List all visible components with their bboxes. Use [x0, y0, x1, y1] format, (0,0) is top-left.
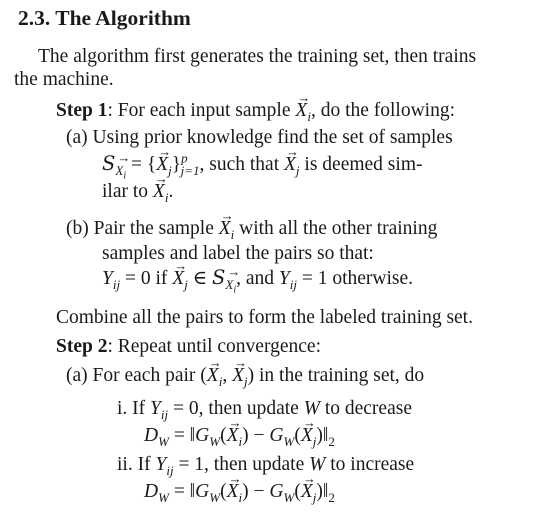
- eq-norm-2: = ‖: [168, 481, 196, 502]
- step2-text: : Repeat until convergence:: [107, 336, 321, 357]
- y-ij-2: $Y_{ij}$: [278, 268, 297, 292]
- step2-a-marker: (a): [66, 365, 88, 386]
- step1-prefix: : For each input sample: [107, 100, 296, 121]
- step1-label: Step 1: [56, 100, 108, 121]
- step2-i-marker: i.: [117, 398, 128, 419]
- step1-a-text-2a: , such that: [199, 154, 284, 175]
- step1-a-line-3: [102, 180, 173, 204]
- section-heading: [18, 6, 191, 30]
- step2-label: Step 2: [56, 336, 108, 357]
- step2-ii-line-2: $D_W$ = $‖G_W(\to X_i) - G_W(\to$ $X_j)‖_2$: [144, 480, 335, 504]
- vector-x-j-4: → $X_j$: [232, 364, 248, 388]
- w-param: W: [303, 398, 320, 419]
- step2-i-text-1b: = 0, then update: [168, 398, 304, 419]
- step1-a-text-1: Using prior knowledge find the set of samples: [92, 127, 453, 148]
- step1-a-line-2: S→ $_{X_i}$ = {→ $X_j\}^p_{j=1}$, such that → $X_j$ is deemed sim-: [102, 152, 422, 177]
- intro-line-2: the machine.: [14, 69, 114, 90]
- step2-heading: [56, 335, 321, 359]
- d-w: $D_W$: [144, 425, 169, 449]
- intro-line-1: The algorithm first generates the training set, then trains: [38, 46, 477, 67]
- if-text: If: [132, 398, 151, 419]
- combine-line: Combine all the pairs to form the labeled training set.: [56, 307, 473, 328]
- y-ij-3: $Y_{ij}$: [150, 398, 169, 422]
- step1-a-marker: (a): [66, 127, 88, 148]
- set-s-symbol: S: [102, 152, 116, 175]
- step2-i-line-1: [117, 397, 412, 421]
- set-close: }: [171, 154, 182, 175]
- g-w-2: $G_W$: [269, 425, 295, 449]
- vector-x-i-4: → $X_i$: [207, 364, 223, 388]
- step1-b-text-1a: Pair the sample: [93, 218, 219, 239]
- section-number: 2.3.: [18, 6, 51, 30]
- step1-b-marker: (b): [66, 218, 89, 239]
- step1-suffix: , do the following:: [310, 100, 456, 121]
- otherwise-text: = 1 otherwise.: [296, 268, 414, 289]
- vector-x-i-5: → $X_i$: [227, 424, 243, 448]
- y-ij-4: $Y_{ij}$: [155, 454, 174, 478]
- g-w-4: $G_W$: [269, 481, 295, 505]
- step2-ii-text-1b: = 1, then update: [173, 454, 310, 475]
- step2-i-line-2: $D_W$ = $‖G_W(\to X_i) - G_W(\to$ $X_j)‖_2$: [144, 424, 335, 448]
- vector-x-i-3: → $X_i$: [219, 217, 235, 241]
- superscript-p: p: [181, 150, 188, 166]
- eq-norm: = ‖: [168, 425, 196, 446]
- if-text-2: If: [137, 454, 156, 475]
- vector-x-j-3: → $X_j$: [172, 267, 188, 291]
- period: .: [168, 181, 174, 202]
- g-w-3: $G_W$: [195, 481, 221, 505]
- step1-a-text-2b: is deemed sim-: [299, 154, 423, 175]
- y-ij: $Y_{ij}$: [102, 268, 121, 292]
- vector-x-i-6: → $X_i$: [227, 480, 243, 504]
- subscript-j-eq-1: j=1: [180, 162, 200, 178]
- step1-a-line-1: [66, 126, 453, 150]
- vector-x-i: → $X_i$: [295, 99, 311, 123]
- set-s-symbol-2: S: [212, 266, 226, 289]
- vector-x-j-2: → $X_j$: [284, 153, 300, 177]
- step1-b-text-1b: with all the other training: [234, 218, 438, 239]
- section-title: The Algorithm: [55, 6, 191, 30]
- step2-a-text-1b: ) in the training set, do: [247, 365, 425, 386]
- vector-x-j-6: → $X_j$: [301, 480, 317, 504]
- step1-a-text-3a: ilar to: [102, 181, 153, 202]
- element-of: ∈: [187, 268, 212, 289]
- step2-a-text-1a: For each pair (: [92, 365, 207, 386]
- step2-a-line-1: [66, 364, 424, 388]
- step2-ii-marker: ii.: [117, 454, 133, 475]
- step1-heading: [56, 99, 455, 123]
- step2-ii-text-1c: to increase: [325, 454, 415, 475]
- vector-x-j-5: → $X_j$: [301, 424, 317, 448]
- and-text: , and: [236, 268, 279, 289]
- eq-zero: = 0 if: [120, 268, 173, 289]
- vector-x-j: → $X_j$: [156, 153, 172, 177]
- step2-ii-line-1: [117, 453, 414, 477]
- w-param-2: W: [309, 454, 326, 475]
- step1-b-line-3: $Y_{ij} = 0$ if → $X_j$ ∈ S→ $_{X_i}$, and $Y_{ij} = 1$ otherwise.: [102, 266, 413, 291]
- g-w: $G_W$: [195, 425, 221, 449]
- step1-b-line-1: [66, 217, 437, 241]
- step1-b-line-2: samples and label the pairs so that:: [102, 243, 374, 264]
- equals-sign: = {: [130, 154, 157, 175]
- vector-x-i-2: → $X_i$: [153, 180, 169, 204]
- comma: ,: [222, 365, 233, 386]
- d-w-2: $D_W$: [144, 481, 169, 505]
- step2-i-text-1c: to decrease: [319, 398, 412, 419]
